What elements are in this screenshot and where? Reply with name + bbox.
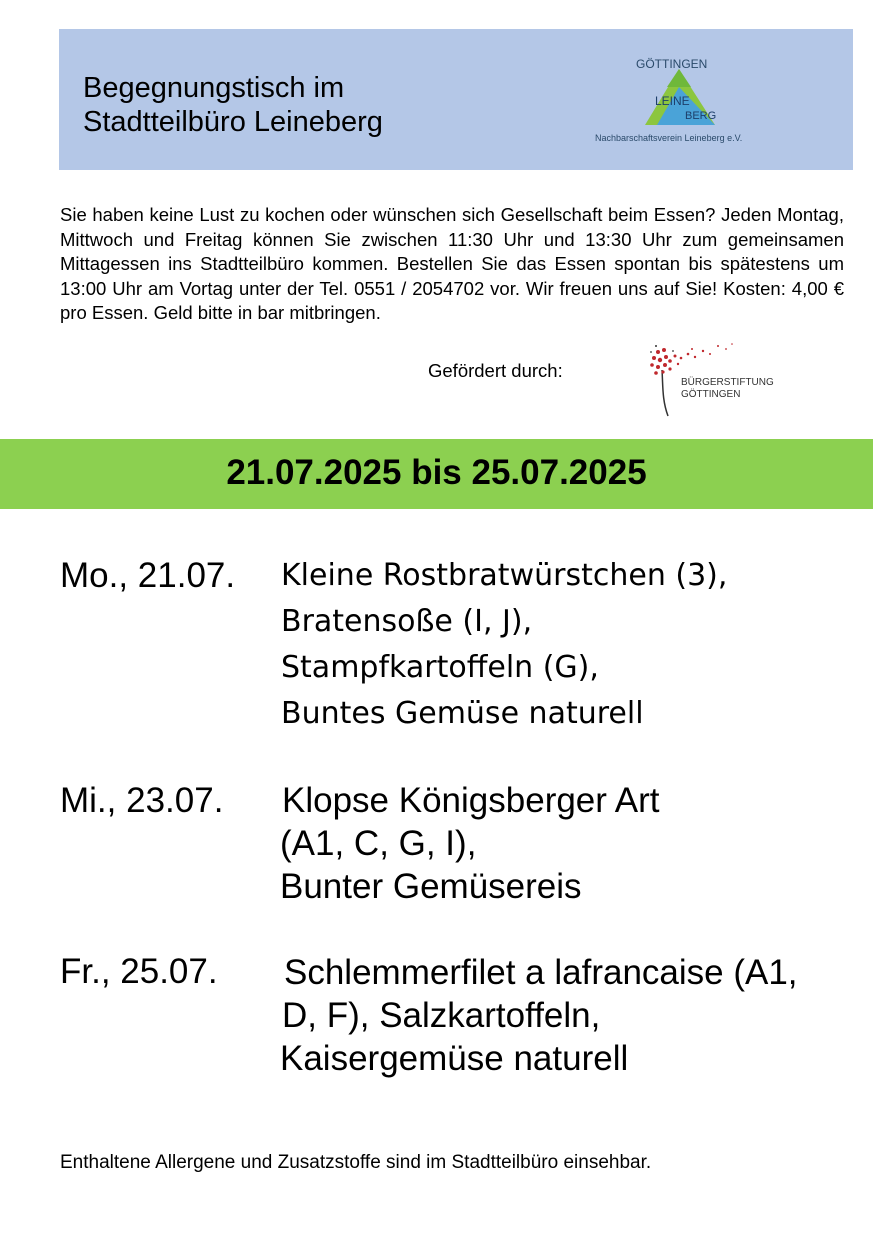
sponsor-logo-line-2: GÖTTINGEN [681, 389, 741, 400]
sponsor-label: Gefördert durch: [428, 360, 563, 381]
dish-line: Buntes Gemüse naturell [281, 696, 644, 731]
week-range: 21.07.2025 bis 25.07.2025 [226, 453, 647, 492]
menu-dish-friday [280, 951, 798, 1080]
title-line-2: Stadtteilbüro Leineberg [83, 106, 383, 138]
dish-line: Bratensoße (I, J), [281, 604, 533, 639]
dish-line: Bunter Gemüsereis [280, 867, 582, 906]
menu-dish-monday [281, 553, 727, 737]
logo-text-leine: LEINE [655, 94, 690, 108]
buergerstiftung-logo [648, 340, 788, 420]
page-title [83, 71, 383, 139]
intro-paragraph: Sie haben keine Lust zu kochen oder wünschen sich Gesellschaft beim Essen? Jeden Montag, Mittwoch und Freitag können Sie zwischen 11:30 Uhr und 13:30 Uhr zum gemeinsamen Mittagessen ins Stadtteilbüro kommen. Bestellen Sie das Essen spontan bis spätestens um 13:00 Uhr am Vortag unter der Tel. 0551 / 2054702 vor. Wir freuen uns auf Sie! Kosten: 4,00 € pro Essen. Geld bitte in bar mitbringen. [60, 204, 844, 323]
dish-line: Kaisergemüse naturell [280, 1039, 629, 1078]
logo-text-goettingen: GÖTTINGEN [636, 57, 708, 71]
sponsor-logo-line-1: BÜRGERSTIFTUNG [681, 377, 774, 388]
menu-day-wednesday: Mi., 23.07. [60, 781, 224, 820]
week-banner [0, 439, 873, 509]
dish-line: Schlemmerfilet a lafrancaise (A1, [284, 953, 798, 992]
logo-text-berg: BERG [685, 110, 717, 122]
title-line-1: Begegnungstisch im [83, 72, 345, 104]
sponsor-logo-text [681, 377, 774, 401]
logo-caption: Nachbarschaftsverein Leineberg e.V. [595, 133, 743, 143]
dish-line: Klopse Königsberger Art [282, 781, 660, 820]
menu-dish-wednesday [280, 779, 659, 908]
dish-line: Stampfkartoffeln (G), [281, 650, 599, 685]
dish-line: Kleine Rostbratwürstchen (3), [281, 558, 728, 593]
allergen-note: Enthaltene Allergene und Zusatzstoffe sind im Stadtteilbüro einsehbar. [60, 1152, 652, 1173]
leineberg-logo [587, 51, 777, 155]
header-banner [59, 29, 853, 170]
dish-line: (A1, C, G, I), [280, 824, 477, 863]
menu-day-monday: Mo., 21.07. [60, 556, 236, 595]
menu-day-friday: Fr., 25.07. [60, 952, 218, 991]
dish-line: D, F), Salzkartoffeln, [282, 996, 601, 1035]
